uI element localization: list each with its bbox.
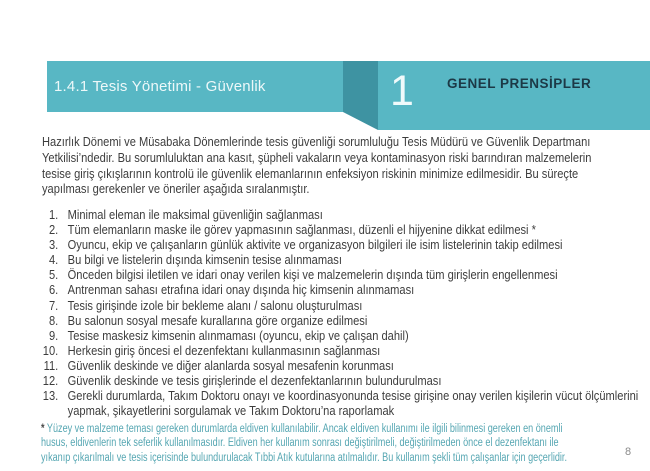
list-item-text: Tesise maskesiz kimsenin alınmaması (oyuncu, ekip ve çalışan dahil) [67,327,409,343]
list-item [42,237,650,252]
list-item [42,313,650,328]
list-item-number: 6. [48,282,59,298]
list-item-text: Antrenman sahası etrafına idari onay dışında hiç kimsenin alınmaması [67,282,415,298]
page-number: 8 [625,446,632,458]
list-item [42,373,650,388]
chapter-number: 1 [390,67,414,115]
list-item-text: Bu salonun sosyal mesafe kurallarına göre organize edilmesi [67,312,368,328]
section-label: 1.4.1 Tesis Yönetimi - Güvenlik [54,78,266,95]
list-item-text: Bu bilgi ve listelerin dışında kimsenin tesise alınmaması [67,252,342,268]
list-item [42,388,650,418]
list-item-number: 12. [42,373,59,389]
list-item-text: Güvenlik deskinde ve tesis girişlerinde el dezenfektanlarının bulundurulması [67,373,442,389]
footnote-line: husus, eldivenlerin tek seferlik kullanılmasıdır. Eldiven her kullanım sonrası değiştirilmeli, değiştirilmeden önce el dezenfektanı ile [41,437,559,450]
intro-line: Yetkilisi’ndedir. Bu sorumluluktan ana kasıt, şüpheli vakaların veya kontaminasyon riski barındıran malzemelerin [42,149,592,165]
list-item-number: 9. [48,327,59,343]
list-item-number: 13. [42,388,59,404]
numbered-list [42,207,650,418]
intro-line: tesise giriş çıkışlarının kontrolü ile güvenlik elemanlarının enfeksiyon riskinin minimize edilmesidir. Bu süreçte [42,165,579,181]
intro-paragraph [42,134,641,197]
list-item-text: Önceden bilgisi iletilen ve idari onay verilen kişi ve malzemelerin dışında tüm girişlerin engellenmesi [67,267,558,283]
list-item-text: Tüm elemanların maske ile görev yapmasının sağlanması, düzenli el hijyenine dikkat edilmesi * [67,222,536,238]
list-item-text: Tesis girişinde izole bir bekleme alanı / salonu oluşturulması [67,297,363,313]
ribbon-fold-shape [343,61,378,130]
list-item [42,252,650,267]
list-item [42,207,650,222]
list-item-number: 7. [48,297,59,313]
list-item-text: Gerekli durumlarda, Takım Doktoru onayı ve koordinasyonunda tesise girişine onay verilen kişilerin vücut ölçümlerini yapmak, şikayetlerini sorgulamak ve Takım Doktoru’na raporlamak [67,388,639,419]
list-item-number: 1. [48,207,59,222]
list-item [42,282,650,297]
list-item [42,358,650,373]
footnote-line [41,422,649,436]
header-band-left [47,61,343,112]
list-item [42,343,650,358]
list-item-number: 4. [48,252,59,268]
footnote-line-text: Yüzey ve malzeme teması gereken durumlarda eldiven kullanılabilir. Ancak eldiven kullanımı ile ilgili bilinmesi gereken en önemli [46,423,563,435]
chapter-title: GENEL PRENSİPLER [447,76,592,91]
list-item [42,222,650,237]
list-item-number: 2. [48,222,59,238]
header-band-right [378,61,650,130]
intro-line: yapılması gerekenler ve öneriler aşağıda sıralanmıştır. [42,181,310,197]
list-item-text: Minimal eleman ile maksimal güvenliğin sağlanması [67,207,323,222]
list-item-number: 11. [43,357,59,373]
list-item [42,267,650,282]
list-item-text: Güvenlik deskinde ve diğer alanlarda sosyal mesafenin korunması [67,357,394,373]
list-item-number: 3. [48,237,59,253]
list-item [42,298,650,313]
footnote-line: yıkanıp çıkarılmalı ve tesis içerisinde bulundurulacak Tıbbi Atık kutularına atılmalıdır. Bu kullanım şekli tüm çalışanlar için geçerlidir. [41,451,567,464]
footnote-marker: * [41,423,45,435]
list-item [42,328,650,343]
list-item-text: Herkesin giriş öncesi el dezenfektanı kullanmasının sağlanması [67,342,381,358]
list-item-number: 5. [48,267,59,283]
list-item-text: Oyuncu, ekip ve çalışanların günlük aktivite ve organizasyon bilgileri ile isim listelerinin takip edilmesi [67,237,563,253]
list-item-number: 10. [42,342,59,358]
intro-line: Hazırlık Dönemi ve Müsabaka Dönemlerinde tesis güvenliği sorumluluğu Tesis Müdürü ve Güvenlik Departmanı [42,134,591,149]
footnote [41,422,649,465]
list-item-number: 8. [48,312,59,328]
